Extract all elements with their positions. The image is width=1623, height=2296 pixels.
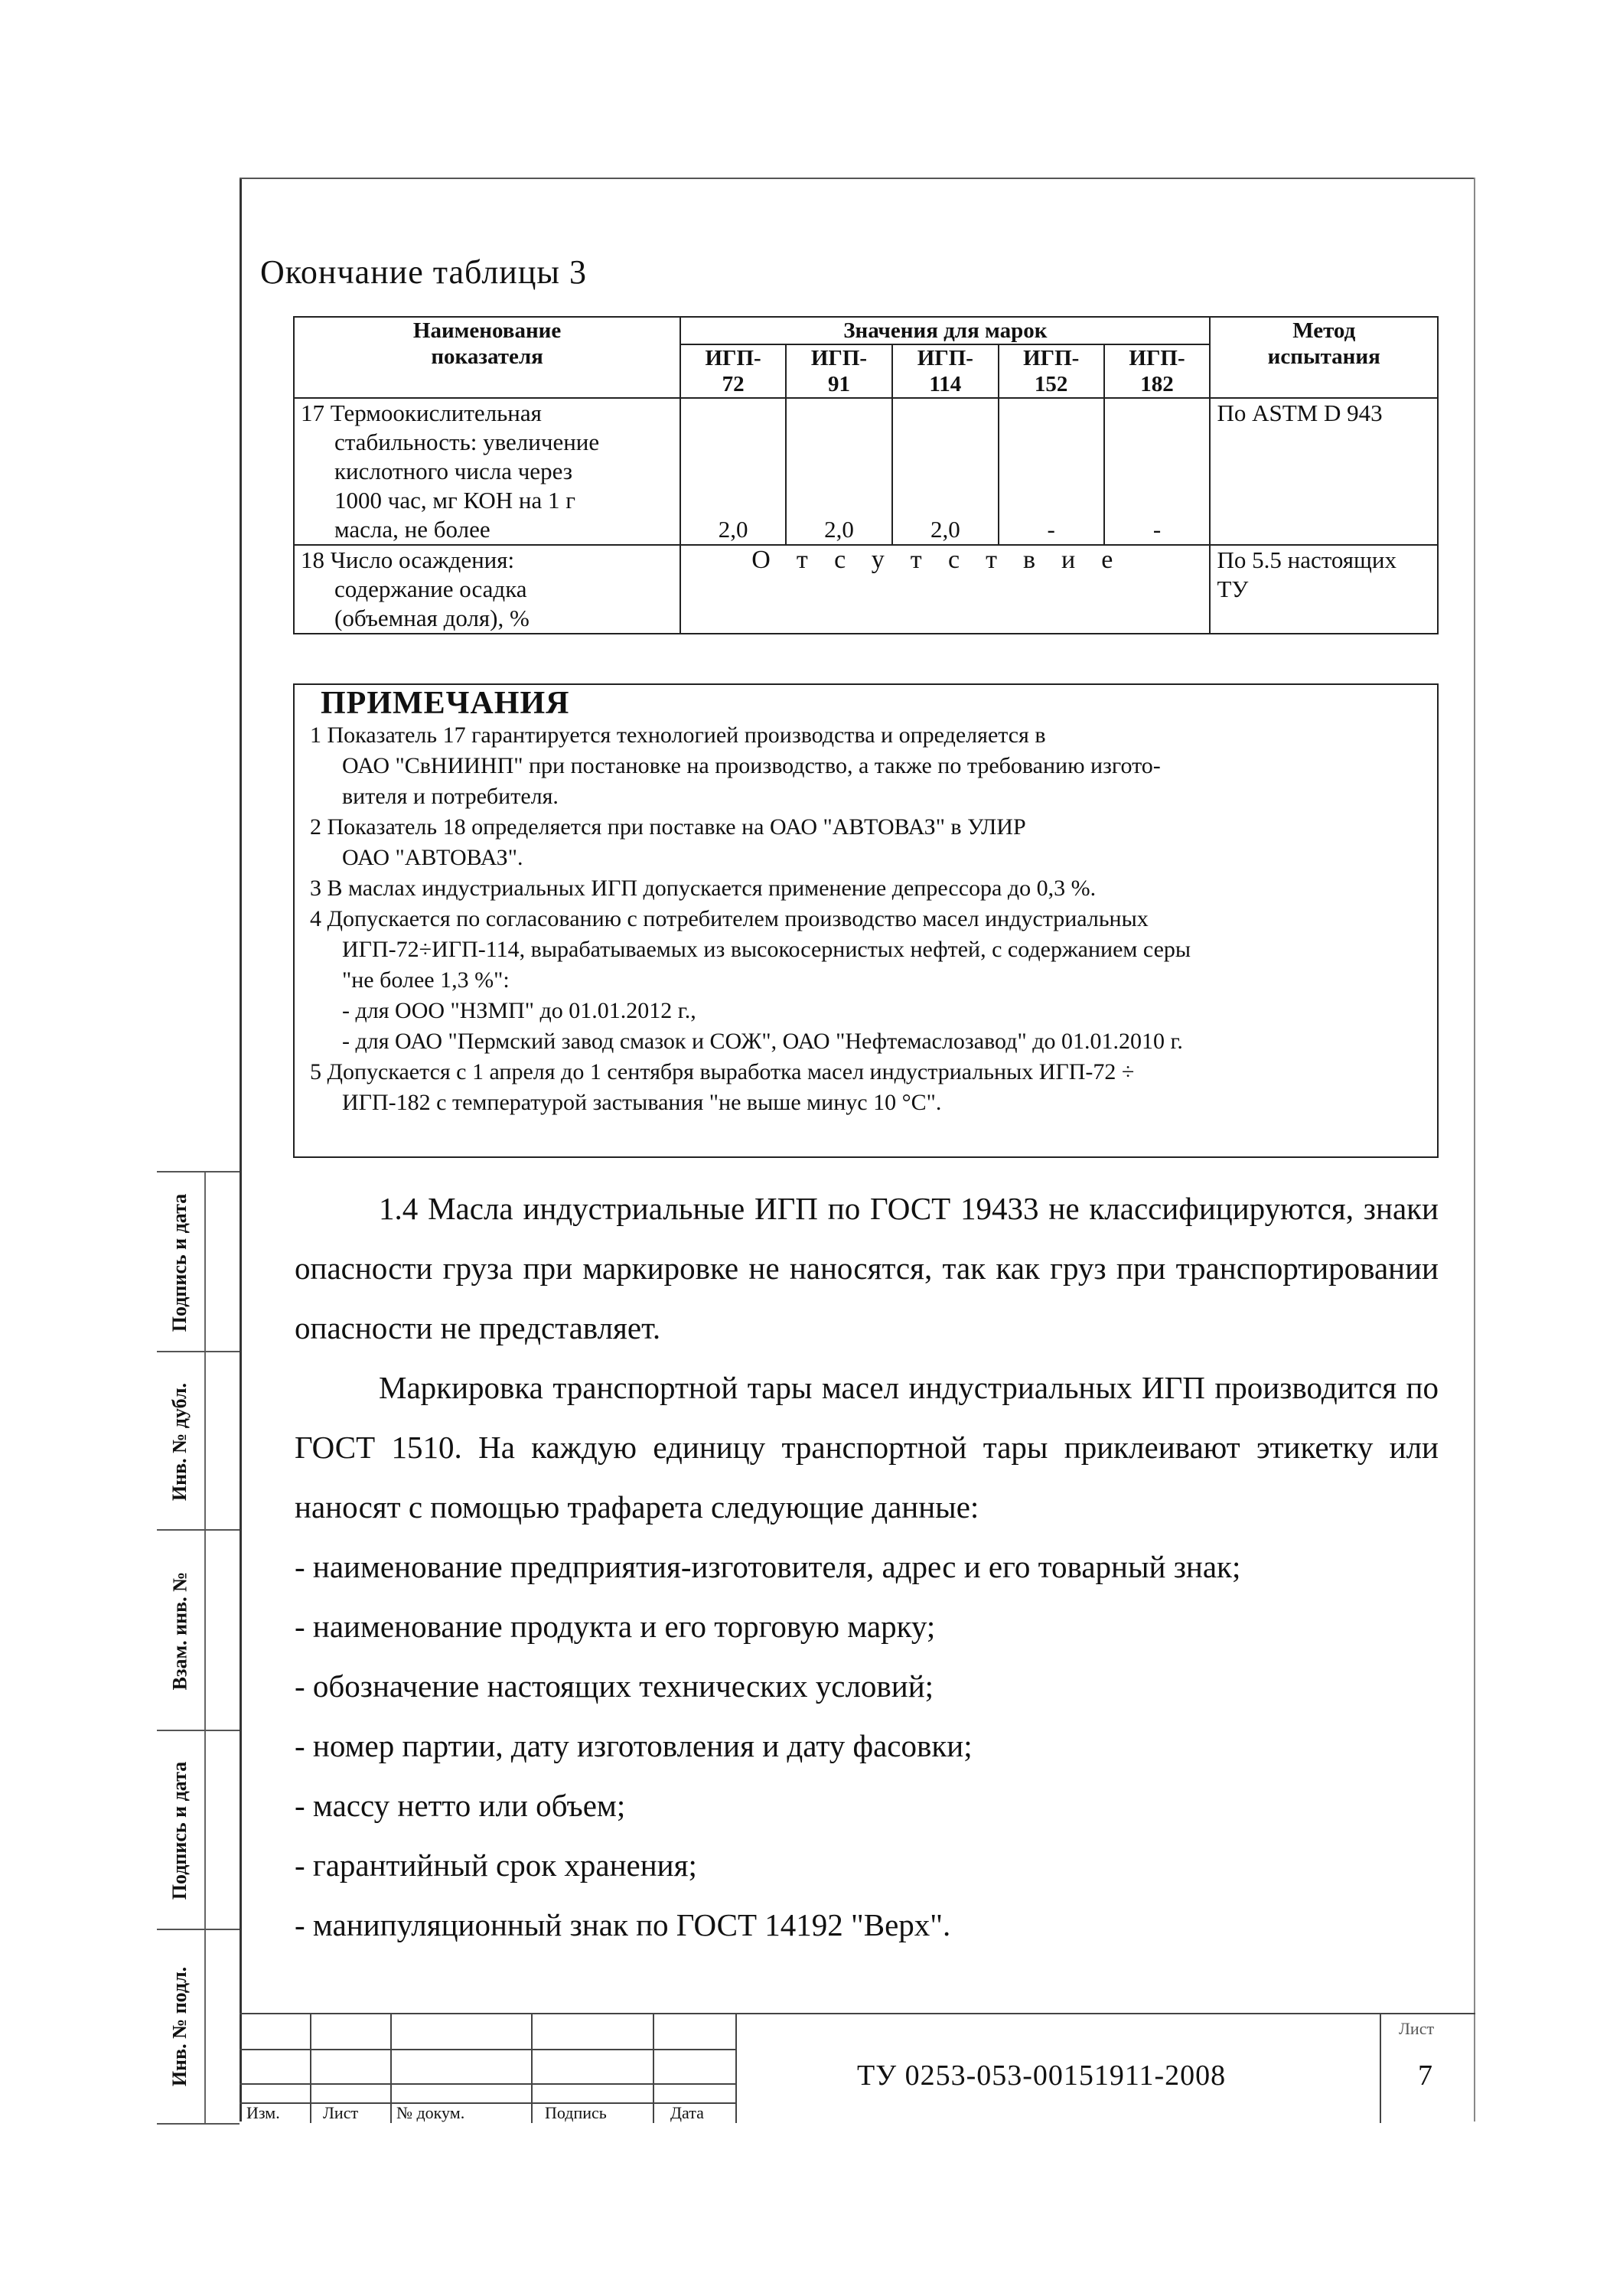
grade-header: ИГП- 72 <box>680 344 786 398</box>
note-line: 1 Показатель 17 гарантируется технологией производства и определяется в <box>310 722 1046 748</box>
row17-value: 2,0 <box>680 398 786 545</box>
header-name: Наименование показателя <box>294 317 680 398</box>
table-caption: Окончание таблицы 3 <box>260 253 587 291</box>
header-method: Метод испытания <box>1210 317 1438 398</box>
note-line: ИГП-182 с температурой застывания "не выше минус 10 °С". <box>342 1090 942 1115</box>
stamp-label: Подпись <box>545 2103 607 2122</box>
stamp-label: Изм. <box>246 2103 280 2122</box>
body-text <box>295 1179 1439 1955</box>
note-line: ИГП-72÷ИГП-114, вырабатываемых из высокосернистых нефтей, с содержанием серы <box>342 937 1191 962</box>
side-cell-signature-date: Подпись и дата <box>157 1171 240 1352</box>
list-item: - номер партии, дату изготовления и дату фасовки; <box>295 1728 973 1763</box>
note-line: - для ООО "НЗМП" до 01.01.2012 г., <box>342 998 696 1023</box>
table-row <box>294 398 1438 545</box>
header-values: Значения для марок <box>680 317 1210 344</box>
list-item: - массу нетто или объем; <box>295 1788 626 1823</box>
row17-value: 2,0 <box>892 398 999 545</box>
grade-header: ИГП- 91 <box>786 344 892 398</box>
row17-value: 2,0 <box>786 398 892 545</box>
paragraph-1-4: 1.4 Масла индустриальные ИГП по ГОСТ 19433 не классифицируются, знаки опасности груза при маркировке не наносятся, так как груз при транспортировании опасности не представляет. <box>295 1191 1439 1345</box>
list-item: - наименование продукта и его торговую марку; <box>295 1609 936 1644</box>
grade-header: ИГП- 182 <box>1104 344 1211 398</box>
list-item: - наименование предприятия-изготовителя, адрес и его товарный знак; <box>295 1549 1241 1584</box>
row18-method: По 5.5 настоящих ТУ <box>1210 545 1438 634</box>
list-item: - обозначение настоящих технических условий; <box>295 1668 934 1704</box>
properties-table <box>293 316 1439 634</box>
grade-header: ИГП- 152 <box>999 344 1104 398</box>
side-cell-dup-inv: Инв. № дубл. <box>157 1351 240 1531</box>
stamp-label: Дата <box>670 2103 704 2122</box>
note-line: "не более 1,3 %": <box>342 967 510 993</box>
sheet-number: 7 <box>1418 2060 1432 2092</box>
side-cell-replace-inv: Взам. инв. № <box>157 1529 240 1731</box>
paragraph-marking: Маркировка транспортной тары масел индустриальных ИГП производится по ГОСТ 1510. На каждую единицу транспортной тары приклеивают этикетку или наносят с помощью трафарета следующие данные: <box>295 1370 1439 1525</box>
note-line: 4 Допускается по согласованию с потребителем производство масел индустриальных <box>310 906 1149 931</box>
document-code: ТУ 0253-053-00151911-2008 <box>857 2060 1227 2092</box>
list-item: - манипуляционный знак по ГОСТ 14192 "Верх". <box>295 1907 951 1942</box>
stamp-label: Лист <box>323 2103 359 2122</box>
row18-value: Отсутствие <box>680 545 1210 634</box>
table-row <box>294 545 1438 634</box>
list-item: - гарантийный срок хранения; <box>295 1848 697 1883</box>
page-frame-right <box>1474 178 1475 2122</box>
notes-block <box>293 683 1439 1158</box>
row17-name: 17 Термоокислительная стабильность: увеличение кислотного числа через 1000 час, мг КОН на 1 г масла, не более <box>294 398 680 545</box>
note-line: - для ОАО "Пермский завод смазок и СОЖ", ОАО "Нефтемаслозавод" до 01.01.2010 г. <box>342 1029 1183 1054</box>
notes-title: ПРИМЕЧАНИЯ <box>321 686 570 721</box>
row18-name: 18 Число осаждения: содержание осадка (объемная доля), % <box>294 545 680 634</box>
row17-value: - <box>999 398 1104 545</box>
row17-method: По ASTM D 943 <box>1210 398 1438 545</box>
page-frame-left <box>240 178 242 2122</box>
note-line: 3 В маслах индустриальных ИГП допускается применение депрессора до 0,3 %. <box>310 876 1097 901</box>
stamp-label: № докум. <box>396 2103 465 2122</box>
side-cell-orig-inv: Инв. № подл. <box>157 1929 240 2125</box>
side-cell-signature-date-2: Подпись и дата <box>157 1730 240 1930</box>
row17-value: - <box>1104 398 1211 545</box>
note-line: вителя и потребителя. <box>342 784 559 809</box>
sheet-label: Лист <box>1399 2019 1435 2038</box>
note-line: 2 Показатель 18 определяется при поставке на ОАО "АВТОВАЗ" в УЛИР <box>310 814 1026 840</box>
note-line: ОАО "СвНИИНП" при постановке на производство, а также по требованию изгото- <box>342 753 1161 778</box>
note-line: ОАО "АВТОВАЗ". <box>342 845 523 870</box>
page-frame-top <box>240 178 1475 179</box>
note-line: 5 Допускается с 1 апреля до 1 сентября выработка масел индустриальных ИГП-72 ÷ <box>310 1059 1135 1084</box>
grade-header: ИГП- 114 <box>892 344 999 398</box>
